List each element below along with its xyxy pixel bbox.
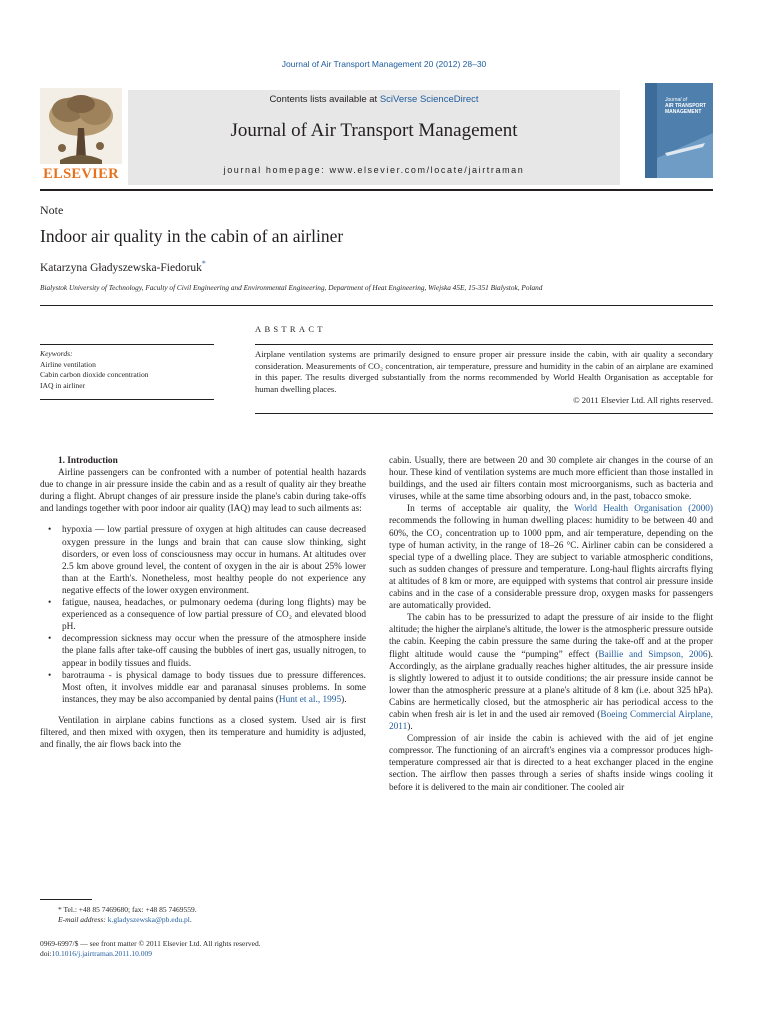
- author-footnote-link[interactable]: *: [201, 259, 206, 268]
- list-item: • hypoxia — low partial pressure of oxygen at high altitudes can cause decreased oxygen pressure in the lungs and brain that can cause slow thinking, sight disorders, or even loss of consciousness may occur in humans. At altitudes over 2.5 km above ground level, the content of oxygen in the air is about 25% lower than at the Earth's. Nonetheless, most healthy people do not experience any negative effects of the lower oxygen environment.: [40, 524, 366, 597]
- contact-line: * Tel.: +48 85 7469680; fax: +48 85 7469559.: [58, 905, 197, 914]
- paragraph-text: In terms of acceptable air quality, the: [407, 504, 575, 515]
- keyword-item: Cabin carbon dioxide concentration: [40, 370, 149, 379]
- contents-availability: [128, 94, 620, 105]
- keyword-item: IAQ in airliner: [40, 380, 86, 390]
- author-name: [40, 259, 206, 274]
- citation-link[interactable]: Hunt et al., 1995: [278, 694, 342, 705]
- email-end: .: [189, 915, 192, 925]
- elsevier-wordmark: ELSEVIER: [43, 166, 119, 182]
- abstract-body: Airplane ventilation systems are primarily designed to ensure proper air pressure inside the cabin, with air quality a secondary consideration. Measurements of CO₂ concentration, air temperature, pressure and humidity in the cabin of an airplane are examined in this paper. The results diverged substantially from the norms recommended by World Health Organisation as acceptable for human dwelling places.: [255, 349, 713, 394]
- doi-line: [40, 949, 366, 959]
- author-text: Katarzyna Gładyszewska-Fiedoruk: [40, 261, 202, 274]
- list-item: [40, 670, 366, 706]
- cover-line: MANAGEMENT: [665, 109, 702, 115]
- section-heading: 1. Introduction: [58, 456, 118, 466]
- body-left-column: [40, 455, 366, 751]
- journal-cover-image: [645, 83, 713, 178]
- journal-title: Journal of Air Transport Management: [230, 120, 518, 141]
- cover-line: Journal of: [665, 97, 687, 103]
- masthead-rule: [40, 189, 713, 191]
- journal-reference-link[interactable]: Journal of Air Transport Management 20 (2012) 28–30: [281, 59, 487, 69]
- list-item: • fatigue, nausea, headaches, or pulmonary oedema (during long flights) may be experienced as a consequence of low partial pressure of CO₂ and elevated blood pH.: [40, 597, 366, 633]
- cover-line: AIR TRANSPORT: [665, 103, 707, 109]
- list-item-text: barotrauma - is physical damage to body tissues due to pressure differences. Most often, it involves middle ear and paranasal sinuses problems. In some instances, they may be also accompanied by dental pains (: [62, 670, 366, 705]
- journal-homepage[interactable]: journal homepage: www.elsevier.com/locate/jairtraman: [223, 165, 525, 175]
- email-label: E-mail address:: [58, 915, 108, 925]
- email-link[interactable]: k.gladyszewska@pb.edu.pl: [107, 915, 190, 925]
- issn-doi-block: [40, 939, 366, 960]
- keyword-item: Airline ventilation: [40, 359, 96, 369]
- abstract-heading: ABSTRACT: [255, 324, 326, 334]
- body-paragraph: cabin. Usually, there are between 20 and 30 complete air changes in the course of an hour. These kind of ventilation systems are much more efficient than those installed in buildings, and the used air filters contain most microorganisms, such as bacteria and viruses, while at the same time absorbing odours and, in the past, tobacco smoke.: [389, 456, 713, 503]
- body-paragraph: Airline passengers can be confronted with a number of potential health hazards due to change in air pressure inside the cabin and as a result of quality air they breathe during a flight. Abrupt changes of air pressure inside the plane's cabin during take-offs and landings together with poor indoor air quality (IAQ) may lead to such ailments as:: [40, 468, 366, 515]
- footnote-rule: [40, 899, 92, 900]
- issn-line: 0969-6997/$ — see front matter © 2011 Elsevier Ltd. All rights reserved.: [40, 939, 261, 948]
- sciencedirect-link[interactable]: SciVerse ScienceDirect: [379, 94, 479, 105]
- ailment-list: [40, 524, 366, 705]
- keywords-top-rule: [40, 344, 214, 345]
- body-paragraph: Compression of air inside the cabin is achieved with the aid of jet engine compressor. The functioning of an aircraft's engines via a compressor produces high-temperature compressed air that is directed to a heat exchanger placed in the engine section. The airflow then passes through a series of shafts inside wings cooling it before it is delivered to the main air conditioner. The cooled air: [389, 734, 713, 793]
- paragraph-text: The cabin has to be pressurized to adapt the pressure of air inside to the flight altitude; the higher the airplane's altitude, the lower is the atmospheric pressure outside the cabin. Keeping the cabin pressure the same during the take-off and at the proper flight altitude would cause the “pumping” effect (: [389, 613, 713, 660]
- keywords-heading: Keywords:: [40, 349, 73, 358]
- doi-label: doi:: [40, 949, 52, 959]
- paragraph-text: ). Accordingly, as the airplane gradually reaches higher altitudes, the air pressure inside is slightly lowered to adjust it to outside conditions; the air pressure inside cannot be lower than the atmospheric pressure at a plane's altitude of 8 km (i.e. about 325 hPa). Cabins are hermetically closed, but the atmospheric air has periodical access to the cabin when fresh air is let in and the used air removed (: [389, 649, 713, 720]
- doi-link[interactable]: 10.1016/j.jairtraman.2011.10.009: [51, 949, 153, 959]
- list-item-end: ).: [341, 694, 347, 705]
- abstract-top-rule: [255, 344, 713, 345]
- paragraph-text: ).: [407, 722, 413, 733]
- abstract-copyright: © 2011 Elsevier Ltd. All rights reserved.: [573, 395, 713, 406]
- citation-link[interactable]: World Health Organisation (2000): [574, 504, 714, 515]
- article-title: Indoor air quality in the cabin of an airliner: [40, 226, 344, 246]
- email-line: [40, 915, 366, 925]
- body-paragraph: Ventilation in airplane cabins functions as a closed system. Used air is first filtered, and then mixed with oxygen, then its temperature and humidity is adjusted, and finally, the air flows back into the: [40, 715, 366, 751]
- contents-prefix: Contents lists available at: [269, 94, 380, 105]
- cover-title: [665, 97, 713, 115]
- body-right-column: [389, 455, 713, 794]
- paragraph-text: recommends the following in human dwelling places: humidity to be between 40 and 60%, the CO₂ concentration up to 1000 ppm, and air temperature, depending on the type of human activity, in the range of 18–26 °C. Airliner cabin can be considered a special type of a dwelling place. They are subject to variable atmospheric conditions, such as sudden changes of pressure and temperature. Long-haul flights aircrafts flying at altitudes of 8 km or more, are equipped with systems that control air pressure inside cabins and in the case of a considerable pressure drop, oxygen masks for passengers are automatically provided.: [389, 516, 713, 612]
- citation-link[interactable]: Baillie and Simpson, 2006: [598, 649, 708, 660]
- body-paragraph: [389, 503, 713, 612]
- author-footnote: [40, 905, 366, 926]
- body-paragraph: [389, 612, 713, 733]
- abstract-text: [255, 349, 713, 407]
- citation-link[interactable]: Boeing Commercial Airplane, 2011: [389, 709, 713, 733]
- heading-rule: [40, 305, 713, 306]
- abstract-bottom-rule: [255, 413, 713, 414]
- keywords-block: [40, 349, 220, 391]
- keywords-bottom-rule: [40, 399, 214, 400]
- list-item: • decompression sickness may occur when the pressure of the atmosphere inside the plane falls after take-off causing the bubbles of inert gas, usually nitrogen, to appear in bodily tissues and fluids.: [40, 633, 366, 669]
- article-type: Note: [40, 203, 64, 217]
- author-affiliation: Bialystok University of Technology, Faculty of Civil Engineering and Environmental Engineering, Department of Heat Engineering, Wiejska 45E, 15-351 Bialystok, Poland: [40, 283, 543, 292]
